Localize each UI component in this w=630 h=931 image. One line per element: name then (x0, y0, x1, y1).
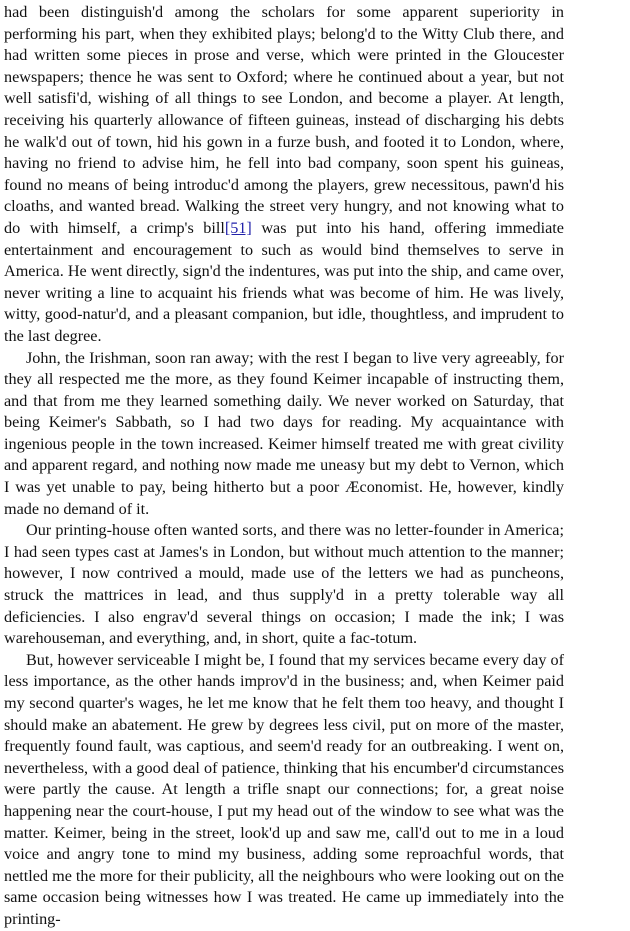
paragraph-3: Our printing-house often wanted sorts, and there was no letter-founder in America; I had seen types cast at James's in London, but without much attention to the manner; however, I now contrived a mould, made use of the letters we had as puncheons, struck the mattrices in lead, and thus supply'd in a pretty tolerable way all deficiencies. I also engrav'd several things on occasion; I made the ink; I was warehouseman, and everything, and, in short, quite a fac-totum. (4, 521, 564, 648)
paragraph-4: But, however serviceable I might be, I found that my services became every day of less importance, as the other hands improv'd in the business; and, when Keimer paid my second quarter's wages, he let me know that he felt them too heavy, and thought I should make an abatement. He grew by degrees less civil, put on more of the master, frequently found fault, was captious, and seem'd ready for an outbreaking. I went on, nevertheless, with a good deal of patience, thinking that his encumber'd circumstances were partly the cause. At length a trifle snapt our connections; for, a great noise happening near the court-house, I put my head out of the window to see what was the matter. Keimer, being in the street, look'd up and saw me, call'd out to me in a loud voice and angry tone to mind my business, adding some reproachful words, that nettled me the more for their publicity, all the neighbours who were looking out on the same occasion being witnesses how I was treated. He came up immediately into the printing- (4, 650, 564, 928)
book-page (4, 2, 564, 931)
paragraph-1-text-after: was put into his hand, offering immediate entertainment and encouragement to such as would bind themselves to serve in America. He went directly, sign'd the indentures, was put into the ship, and came over, never writing a line to acquaint his friends what was become of him. He was lively, witty, good-natur'd, and a pleasant companion, but idle, thoughtless, and imprudent to the last degree. (4, 218, 564, 345)
paragraph-1-text-before: had been distinguish'd among the scholars for some apparent superiority in performing his part, when they exhibited plays; belong'd to the Witty Club there, and had written some pieces in prose and verse, which were printed in the Gloucester newspapers; thence he was sent to Oxford; where he continued about a year, but not well satisfi'd, wishing of all things to see London, and become a player. At length, receiving his quarterly allowance of fifteen guineas, instead of discharging his debts he walk'd out of town, hid his gown in a furze bush, and footed it to London, where, having no friend to advise him, he fell into bad company, soon spent his guineas, found no means of being introduc'd among the players, grew necessitous, pawn'd his cloaths, and wanted bread. Walking the street very hungry, and not knowing what to do with himself, a crimp's bill (4, 3, 564, 237)
paragraph-2: John, the Irishman, soon ran away; with the rest I began to live very agreeably, for they all respected me the more, as they found Keimer incapable of instructing them, and that from me they learned something daily. We never worked on Saturday, that being Keimer's Sabbath, so I had two days for reading. My acquaintance with ingenious people in the town increased. Keimer himself treated me with great civility and apparent regard, and nothing now made me uneasy but my debt to Vernon, which I was yet unable to pay, being hitherto but a poor Æconomist. He, however, kindly made no demand of it. (4, 348, 564, 518)
footnote-link-51[interactable]: [51] (224, 218, 252, 237)
paragraph-1 (4, 2, 564, 348)
